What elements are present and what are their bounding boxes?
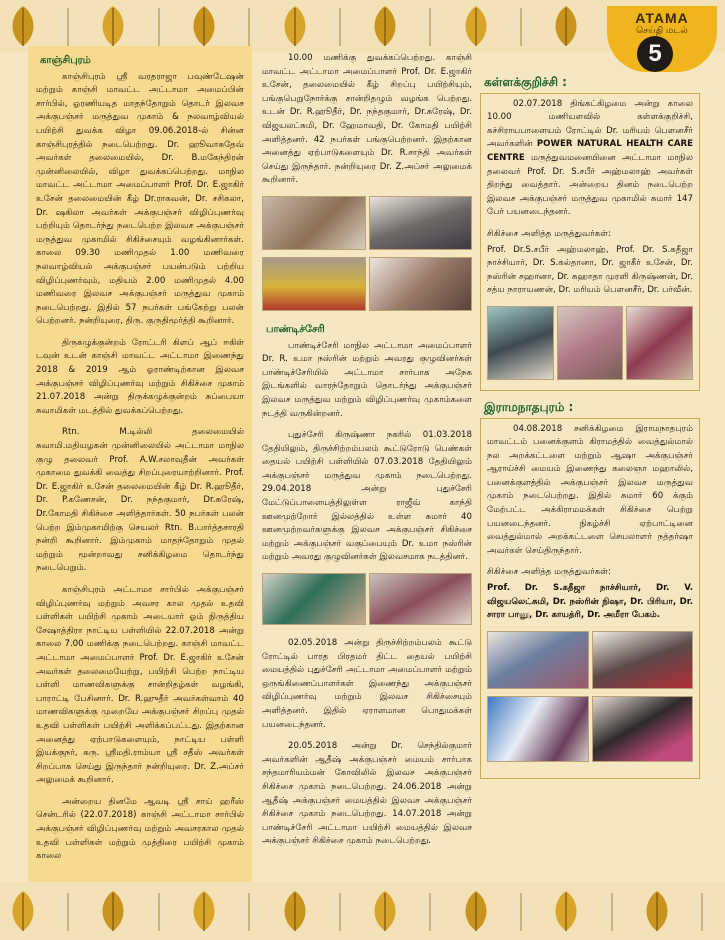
leaf-icon — [592, 889, 632, 933]
leaf-icon — [456, 889, 496, 933]
doctors-heading: சிகிச்சை அளித்த மருத்துவர்கள்: — [487, 567, 611, 578]
leaf-icon — [320, 889, 360, 933]
leaf-icon — [637, 889, 677, 933]
leaf-icon — [139, 889, 179, 933]
event-photo — [487, 696, 589, 762]
event-photo — [557, 306, 624, 380]
section-title-ramanathapuram: இராமநாதபுரம் : — [484, 399, 574, 414]
page-number: 5 — [637, 36, 673, 72]
paragraph: 20.05.2018 அன்று Dr. செந்தில்குமார் அவர்களின் ஆதீஷ் அக்குபஞ்சர் மையம் சார்பாக சந்தமாரியம்மன் கோவிலில் இலவச அக்குபஞ்சர் சிகிச்சை முகாம் நடைபெற்றது. 24.06.2018 அன்று ஆதீஷ் அக்குபஞ்சர் மையத்தில் இலவச அக்குபஞ்சர் சிகிச்சை முகாம் நடைபெற்றது. 14.07.2018 அன்று பாண்டிச்சேரி அட்டாமா பயிற்சி மையத்தில் இலவச அக்குபஞ்சர் சிகிச்சை முகாம் நடைபெற்றது. — [262, 741, 472, 847]
leaf-icon — [3, 889, 43, 933]
doctors-heading: சிகிச்சை அளித்த மருத்துவர்கள்: — [487, 228, 611, 239]
leaf-icon — [3, 4, 43, 48]
leaf-icon — [229, 889, 269, 933]
leaf-icon — [48, 4, 88, 48]
paragraph-continuation: 10.00 மணிக்கு துவக்கப்பெற்றது. காஞ்சி மாவட்ட அட்டாமா அமைப்பாளர் Prof. Dr. E.ஜாகிர் உசேன், தலைமையில் கீழ் சிறப்பு பயிற்சியும், பங்குபெறுநோர்க்கு சான்றிதழும் வழங்க பெற்றது. உடன் Dr. R.ஹூதீர், Dr. நந்தகுமார், Dr.சுரேஷ், Dr. விஜயலட்சுமி, Dr. ஹேமாவதி, Dr. கோமதி பயிற்சி அளித்தனர். 42 நபர்கள் பங்குபெற்றனர். இதற்கான அனைத்து ஏற்பாடுகளையும் Dr. R.சாந்தி அவர்கள் செய்து இருந்தார். நன்றியுரை Dr. Z.அப்சர் அலுமைக் கூறினார். — [262, 53, 472, 186]
event-photo — [369, 196, 473, 250]
kallakurichi-text: மருத்துவமனையினை அட்டாமா மாநில தலைவர் Prof. Dr. S.சபீர் அஹ்மலாஹ் அவர்கள் திறந்து வைத்தார். அன்றைய தினம் நடைபெற்ற இலவச அக்குபஞ்சர் மருத்துவ முகாமில் சுமார் 147 பேர் பயனடைந்தனர். — [487, 152, 693, 218]
leaf-icon — [410, 889, 450, 933]
section-title-kanchipuram: காஞ்சிபுரம் — [40, 55, 91, 66]
paragraph: பாண்டிச்சேரி மாநில அட்டாமா அமைப்பாளர் Dr. R. உமா நஸ்ரின் மற்றும் அவரது குழுவினர்கள் பாண்டிச்சேரியில் அட்டாமா சார்பாக அநேக இடங்களில் வாரந்தோறும் தொடர்ந்து அக்குபஞ்சர் இலவச மருத்துவ மற்றும் விழிப்புணர்வு முகாம்களை நடத்தி வருகின்றனர். — [262, 340, 472, 419]
paragraph: அன்றைய தினமே ஆவடி ஸ்ரீ சாய் ஹரீஸ் சென்டரில் (22.07.2018) காஞ்சி அட்டாமா சார்பில் அக்குபஞ்சர் விழிப்புணர்வு மற்றும் அவசரகால முதல் உதவி பள்ளிகள் மற்றும் முத்திரை பயிற்சி முகாம் காலை — [36, 796, 244, 862]
leaf-icon — [501, 4, 541, 48]
leaf-icon — [184, 889, 224, 933]
event-photo — [369, 573, 473, 625]
event-photo — [369, 257, 473, 311]
section-title-pondicherry: பாண்டிச்சேரி — [266, 323, 325, 335]
leaf-icon — [93, 889, 133, 933]
bottom-leaf-border — [0, 882, 725, 940]
event-photo — [262, 196, 366, 250]
leaf-icon — [365, 4, 405, 48]
leaf-icon — [365, 889, 405, 933]
kallakurichi-box — [480, 93, 700, 391]
kallakurichi-intro — [487, 98, 693, 220]
event-photo — [592, 696, 694, 762]
leaf-icon — [410, 4, 450, 48]
paragraph: Rtn. M.டில்லி தலைமையில் சுவாமி.மதியழகன் முன்னிலையில் அட்டாமா மாநில குழு தலைவர் Prof. A.W.சலாவுதீன் அவர்கள் முகாமை துவக்கி வைத்து சிறப்புரையாற்றினார். Prof. Dr. E.ஜாகிர் உசேன் தலைமையின் கீழ் Dr. R.ஹூதீர், Dr. P.கணேசன், Dr. நந்தகுமார், Dr.சுரேஷ், Dr.கோமதி சிகிச்சை அளித்தார்கள். 50 நபர்கள் பலன் பெற்ற இம்முகாமிற்கு செயலர் Rtn. B.பார்த்தசாரதி நன்றி கூறினார். இம்முகாம் மாதந்தோறும் முதல் மற்றும் மூன்றாவது சனிக்கிழமை தொடர்ந்து நடைபெறும். — [36, 427, 244, 574]
leaf-icon — [139, 4, 179, 48]
paragraph: 02.05.2018 அன்று திருச்சிற்றம்பலம் கூட்டு ரோட்டில் பாரத பிரதமர் திட்ட தையல் பயிற்சி மையத்தில் புதுச்சேரி அட்டாமா அமைப்பாளர் மற்றும் ஒருங்கிணைப்பாளர்கள் இணைந்து அக்குபஞ்சர் விழிப்புணர்வு மற்றும் இலவச சிகிச்சையும் அளித்தனர். இதில் ஏராளமான பொதுமக்கள் பயனடைந்தனர். — [262, 638, 472, 730]
event-photo — [262, 257, 366, 311]
leaf-icon — [275, 889, 315, 933]
leaf-icon — [546, 4, 586, 48]
event-photo — [487, 631, 589, 689]
column-kanchipuram — [28, 46, 252, 882]
magazine-name: ATAMA — [635, 10, 689, 26]
leaf-icon — [682, 889, 722, 933]
paragraph: காஞ்சிபுரம் அட்டாமா சார்பில் அக்குபஞ்சர் விழிப்புணர்வு மற்றும் அவசர கால முதல் உதவி பள்ளிகள் பயிற்சி முகாம் அடையார் ஓம் நிருத்திய சேஷாத்திரா நாட்டிய பள்ளியில் 22.07.2018 அன்று காலை 7.00 மணிக்கு நடைபெற்றது. காஞ்சி மாவட்ட அட்டாமா அமைப்பாளர் Prof. Dr. E.ஜாகிர் உசேன் அவர்கள் தலைமையேற்று, பயிற்சி பெற்ற நாட்டிய பள்ளி மாணவிகளுக்கு சான்றிதழ்கள் வழங்கி, பாராட்டி பேசினார். Dr. R.ஹுதீர் அவர்கள்வாம் 40 மாணவிகளுக்கு முறையே அக்குபஞ்சர் சிறப்பு முதல் உதவி பள்ளிகள் பயிற்சி அளிக்கப்பட்டது. இதற்கான அனைத்து ஏற்பாடுகளையும், நாட்டிய பள்ளி இயக்குநர், கரு. ஸ்ரீமதி.ராம்யா ஸ்ரீ சதீஸ் அவர்கள் சிறப்பாக செய்து இருந்தார் நன்றியுரை. Dr. Z.அப்சர் அலுமைக் கூறினார். — [36, 584, 244, 786]
leaf-icon — [546, 889, 586, 933]
event-photo — [262, 573, 366, 625]
ramanathapuram-box — [480, 418, 700, 779]
leaf-icon — [501, 889, 541, 933]
leaf-icon — [456, 4, 496, 48]
magazine-badge — [607, 6, 717, 72]
leaf-icon — [93, 4, 133, 48]
leaf-icon — [48, 889, 88, 933]
paragraph: காஞ்சிபுரம் ஸ்ரீ வரதராஜா பவுண்டேஷன் மற்றும் காஞ்சி மாவட்ட அட்டாமா அமைப்பின் சார்பில், ஓரணியடித மாதந்தோறும் தொடர் இலவச அக்குபஞ்சர் மருத்துவ முகாம் & நலவாழ்வியல் பயிற்சி துவக்க விழா 09.06.2018-ல் சின்ன காஞ்சிபுரத்தில் நடைபெற்றது. Dr. ஹூவாசுதேவ் அவர்கள் தலைமையில், Dr. B.மகேந்திரன் முன்னிலையில், விழா துவக்கப்பெற்றது. மாநில மாவட்ட அட்டாமா அமைப்பாளர் Prof. Dr. E.ஜாகிர் உசேன் தலைமையின் கீழ் Dr.ராகவன், Dr. சசிகலா, Dr. ஷகிலா அவர்கள் அக்குபஞ்சர் விழிப்புணர்வு பற்றியும் தொடர்ந்து நடைபெற்ற இலவச அக்குபஞ்சர் மருத்துவ முகாமில் சிகிச்சையும் வழங்கினார்கள். காலை 09.30 மணிமுதல் 1.00 மணிவரை நலவாழ்வியல் அக்குபஞ்சர் பயன்படும் பற்றிய விழிப்புணர்வும், மதியம் 2.00 மணிமுதல் 4.00 மணிவரை இலவச அக்குபஞ்சர் மருத்துவ முகாம் நடைபெற்றது. இதில் 57 நபர்கள் பங்கேற்று பலன் பெற்றனர். நன்றியுரை, திரு. குருதிமூர்த்தி கூறினார். — [36, 71, 244, 327]
event-photo — [592, 631, 694, 689]
photo-grid-ramanathapuram — [487, 631, 693, 766]
leaf-icon — [229, 4, 269, 48]
event-photo — [626, 306, 693, 380]
centre-name: POWER NATURAL HEALTH CARE CENTRE — [487, 139, 694, 163]
photo-grid-kallakurichi — [487, 306, 693, 384]
doctors-list: Prof. Dr. S.கதீஜா நாச்சியார், Dr. V. விஜயலெட்சுமி, Dr. நஸ்ரின் நிஷா, Dr. பிரியா, Dr. சாரா பானு, Dr. காயத்ரி, Dr. அமீரா பேகம். — [487, 583, 693, 621]
paragraph: திருகழுக்குன்றம் ரோட்டரி கிளப் ஆப் ஈகிள் டவுன் உடன் காஞ்சி மாவட்ட அட்டாமா இணைந்து 2018 & 2019 ஆம் ஓராண்டிற்கான இலவச அக்குபஞ்சர் விழிப்புணர்வு மற்றும் சிகிச்சை முகாம் 21.07.2018 அன்று திருக்கழுக்குன்றம் சுப்பையா சுவாமிகள் மடத்தில் துவக்கப்பெற்றது. — [36, 337, 244, 416]
paragraph: புதுச்சேரி கிருஷ்ணா நகரில் 01.03.2018 தேதியிலும், திருச்சிற்றம்பலம் கூட்டுரோடு பெண்கள் தையல் பயிற்சி பள்ளியில் 07.03.2018 தேதியிலும் அக்குபஞ்சர் மருத்துவ முகாம் நடைபெற்றது. 29.04.2018 அன்று புதுச்சேரி மேட்டுப்பாளையத்திலுள்ள ராஜீவ் காந்தி ஊனமுற்றோர் இல்லத்தில் உள்ள சுமார் 40 ஊனமுற்றவர்களுக்கு இலவச அக்குபஞ்சர் சிகிச்சை மற்றும் அக்குபஞ்சர் வகுப்பையும் Dr. உமா நஸ்ரின் மற்றும் அவரது குழுவினர்கள் இலவசமாக நடத்தினர். — [262, 430, 472, 563]
photo-grid-pondicherry — [262, 573, 472, 629]
ramanathapuram-text: 04.08.2018 சனிக்கிழமை இராமநாதபுரம் மாவட்டம் பனைக்குளம் கிராமத்தில் வைத்துல்மால் நல அறக்கட்டளை மற்றும் ஆஷா அக்குபஞ்சர் ஆராய்ச்சி மையம் இணைந்து கலைஞா மஹாலில், பனைக்குளத்தில் அக்குபஞ்சர் இலவச மருத்துவ முகாம் நடைபெற்றது. இதில் சுமார் 60 க்கும் மேற்பட்ட அக்கிராமமக்கள் சிகிச்சை பெற்று பயனடைந்தனர். நிகழ்ச்சி ஏற்பாட்டினை வைத்துல்மால் அறக்கட்டளை செயலாளர் நத்தர்ஷா அவர்கள் செய்திருந்தார். — [487, 423, 693, 556]
event-photo — [487, 306, 554, 380]
column-pondicherry — [260, 46, 474, 882]
column-right — [478, 46, 702, 882]
kallakurichi-intro-text: திங்கட்கிழமை அன்று காலை 10.00 மணியளவில் கள்ளக்குறிச்சி, கச்சிராயபாளையம் ரோட்டில் Dr. மரியம் பௌனசீர் அவர்களின் — [487, 98, 693, 150]
magazine-subtitle: செய்தி மடல் — [636, 26, 688, 36]
doctors-list: Prof. Dr.S.சபீர் அஹ்மலாஹ், Prof. Dr. S.கதீஜா நாச்சியார், Dr. S.கல்தானா, Dr. ஜாகீர் உசேன், Dr. நஸ்ரின் சஹானா, Dr. சுஹாதா முரளி கிருஷ்ணன், Dr. சத்ய நாராயணன், Dr. மரியம் பௌனசீர், Dr. பர்வீன். — [487, 244, 693, 296]
photo-grid-kanchipuram — [262, 196, 472, 315]
leaf-icon — [275, 4, 315, 48]
section-title-kallakurichi: கள்ளக்குறிச்சி : — [484, 75, 567, 89]
leaf-icon — [320, 4, 360, 48]
kallakurichi-date: 02.07.2018 — [513, 98, 563, 109]
leaf-icon — [184, 4, 224, 48]
